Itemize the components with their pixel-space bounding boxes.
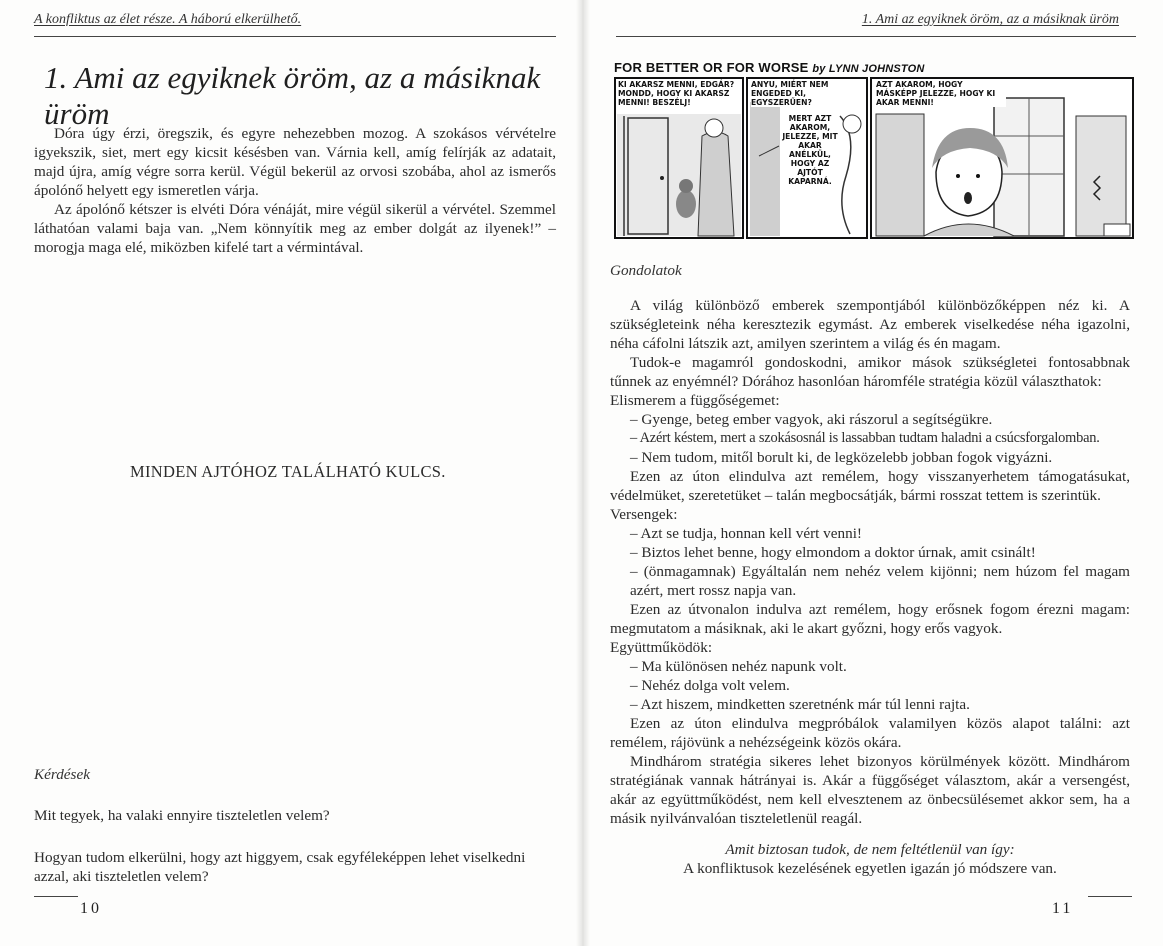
- strategy-item: – Nehéz dolga volt velem.: [630, 677, 790, 694]
- person-head-icon: [705, 119, 723, 137]
- strategy-item: – (önmagamnak) Egyáltalán nem nehéz velem kijönni; nem húzom fel magam azért, mert rossz napja van.: [630, 563, 1130, 599]
- story-paragraph: Az ápolónő kétszer is elvéti Dóra vénáját, mire végül sikerül a vérvétel. Szemmel láthatóan valami baja van. „Nem könnyítik meg az ember dolgát az ilyenek!” – morogja maga elé, miközben kifelé tart a vérmintával.: [34, 201, 556, 256]
- mouth-icon: [964, 192, 972, 204]
- thoughts-heading: Gondolatok: [610, 262, 682, 279]
- panel-1-speech: KI AKARSZ MENNI, EDGÁR? MONDD, HOGY KI AKARSZ MENNI! BESZÉLJ!: [618, 80, 740, 107]
- strategy-heading: Elismerem a függőségemet:: [610, 392, 780, 409]
- strategy-item: – Nem tudom, mitől borult ki, de legközelebb jobban fogok vigyázni.: [630, 449, 1053, 466]
- thoughts-paragraph: A világ különböző emberek szempontjából különbözőképpen néz ki. A szükségleteink néha keresztezik egymást. Az emberek viselkedése néha igazolni, néha cáfolni látszik azt, amilyen szerintem a világ és én magam.: [610, 297, 1130, 352]
- key-message: MINDEN AJTÓHOZ TALÁLHATÓ KULCS.: [130, 462, 446, 481]
- thoughts-paragraph: Mindhárom stratégia sikeres lehet bizonyos körülmények között. Mindhárom stratégiának vannak hátrányai is. Akár a függőséget választom, akár a versengést, akár az együttműködést, nem kell elvesztenem az önbecsülésemet akkor sem, ha a másik nyilvánvalóan tiszteletlenül reagál.: [610, 753, 1130, 827]
- closing-line: A konfliktusok kezelésének egyetlen igazán jó módszere van.: [683, 860, 1057, 877]
- strategy-item: – Azt se tudja, honnan kell vért venni!: [630, 525, 862, 542]
- strategy-item: – Ma különösen nehéz napunk volt.: [630, 658, 847, 675]
- page-number-left: 10: [80, 900, 102, 917]
- comic-strip: [614, 60, 1136, 240]
- eye-icon: [976, 174, 980, 178]
- running-head-left: A konfliktus az élet része. A háború elkerülhető.: [34, 12, 302, 27]
- panel-3-wall: [876, 114, 924, 236]
- strategy-2-list: [610, 524, 1130, 600]
- dog-icon: [676, 190, 696, 218]
- strategy-conclusion: Ezen az úton elindulva azt remélem, hogy visszanyerhetem támogatásukat, védelmüket, szeretetüket – talán megbocsátják, bármi rosszat tettem is szerintük.: [610, 468, 1130, 504]
- panel-3-speech: AZT AKAROM, HOGY MÁSKÉPP JELEZZE, HOGY KI AKAR MENNI!: [876, 80, 1006, 107]
- panel-2-shading: [750, 102, 780, 236]
- chapter-title: 1. Ami az egyiknek öröm, az a másiknak üröm: [44, 60, 541, 131]
- question-item: Mit tegyek, ha valaki ennyire tiszteletlen velem?: [34, 807, 330, 824]
- left-page: [0, 0, 576, 946]
- person-icon: [698, 132, 734, 236]
- right-page: [590, 0, 1163, 946]
- running-head-right: 1. Ami az egyiknek öröm, az a másiknak üröm: [861, 12, 1119, 27]
- page-number-right: 11: [1052, 900, 1074, 917]
- strategy-heading: Versengek:: [610, 506, 678, 523]
- strategy-item: – Biztos lehet benne, hogy elmondom a doktor úrnak, amit csinált!: [630, 544, 1036, 561]
- strategy-item: – Azért késtem, mert a szokásosnál is lassabban tudtam haladni a csúcsforgalomban.: [630, 430, 1100, 446]
- header-rule-right: [616, 36, 1136, 37]
- strategy-item: – Gyenge, beteg ember vagyok, aki rászorul a segítségükre.: [630, 411, 993, 428]
- page-number-rule: [1088, 896, 1132, 897]
- signature-box: [1104, 224, 1130, 236]
- question-item: Hogyan tudom elkerülni, hogy azt higgyem, csak egyféleképpen lehet viselkedni azzal, aki tiszteletlen velem?: [34, 849, 526, 885]
- comic-title: [614, 60, 925, 75]
- header-rule-left: [34, 36, 556, 37]
- story-text: [34, 124, 556, 257]
- book-gutter: [576, 0, 590, 946]
- comic-byline: by LYNN JOHNSTON: [812, 63, 925, 75]
- story-paragraph: Dóra úgy érzi, öregszik, és egyre nehezebben mozog. A szokásos vérvételre igyekszik, siet, mert egy kicsit késésben van. Várnia kell, amíg felírják az adatait, majd újra, amíg végre sorra kerül. Végül bekerül az orvosi szobába, ahol az ismerős ápolónő helyett egy ismeretlen várja.: [34, 125, 556, 199]
- strategy-heading: Együttműködök:: [610, 639, 713, 656]
- closing-italic: Amit biztosan tudok, de nem feltétlenül van így:: [725, 841, 1015, 858]
- strategy-item: – Azt hiszem, mindketten szeretnénk már túl lenni rajta.: [630, 696, 970, 713]
- panel-2-speech-mid: MERT AZT AKAROM, JELEZZE, MIT AKAR ANÉLKÜL, HOGY AZ AJTÓT KAPARNÁ.: [782, 114, 838, 186]
- dog-head-icon: [679, 179, 693, 193]
- strategy-1-list: [610, 410, 1130, 467]
- strategy-conclusion: Ezen az útvonalon indulva azt remélem, hogy erősnek fogom érezni magam: megmutatom a másiknak, aki le akart győzni, hogy erős vagyok.: [610, 601, 1130, 637]
- person-head-icon: [843, 115, 861, 133]
- thoughts-paragraph: Tudok-e magamról gondoskodni, amikor mások szükségletei fontosabbnak tűnnek az enyémnél? Dórához hasonlóan háromféle stratégia közül választhatok:: [610, 354, 1130, 390]
- wall-panel: [1076, 116, 1126, 236]
- strategy-3-list: [610, 657, 1130, 714]
- thoughts-text: [610, 296, 1130, 878]
- comic-title-text: FOR BETTER OR FOR WORSE: [614, 60, 809, 75]
- questions-heading: Kérdések: [34, 766, 90, 783]
- strategy-conclusion: Ezen az úton elindulva megpróbálok valamilyen közös alapot találni: azt remélem, rájövünk a nehézségeink közös okára.: [610, 715, 1130, 751]
- panel-2-speech-top: ANYU, MIÉRT NEM ENGEDED KI, EGYSZERŰEN?: [751, 80, 863, 107]
- door-knob-icon: [660, 176, 664, 180]
- page-number-rule: [34, 896, 78, 897]
- eye-icon: [956, 174, 960, 178]
